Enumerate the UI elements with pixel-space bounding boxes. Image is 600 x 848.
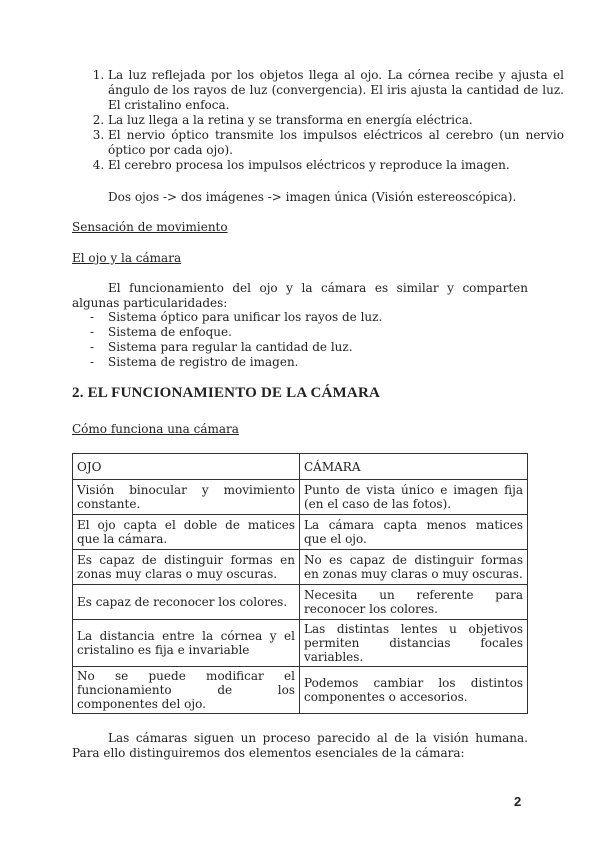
vision-steps-list xyxy=(72,68,564,173)
table-cell: Es capaz de reconocer los colores. xyxy=(73,585,300,620)
list-item xyxy=(72,310,528,325)
heading-how-camera-works: Cómo funciona una cámara xyxy=(72,422,239,436)
dash-bullet: - xyxy=(90,340,95,354)
table-cell: Es capaz de distinguir formas en zonas muy claras o muy oscuras. xyxy=(73,550,300,585)
heading-eye-camera: El ojo y la cámara xyxy=(72,251,182,265)
intro-paragraph: El funcionamiento del ojo y la cámara es similar y comparten algunas particularidades: xyxy=(72,281,528,310)
feature-text: Sistema de registro de imagen. xyxy=(108,355,299,369)
table-cell: No es capaz de distinguir formas en zonas muy claras o muy oscuras. xyxy=(300,550,528,585)
dash-bullet: - xyxy=(90,355,95,369)
table-row xyxy=(73,667,528,714)
column-header-camera: CÁMARA xyxy=(300,454,528,480)
table-cell: No se puede modificar el funcionamiento de los componentes del ojo. xyxy=(73,667,300,714)
list-item: 2. La luz llega a la retina y se transforma en energía eléctrica. xyxy=(108,113,564,128)
list-item: 3. El nervio óptico transmite los impulsos eléctricos al cerebro (un nervio óptico por cada ojo). xyxy=(108,128,564,158)
column-header-eye: OJO xyxy=(73,454,300,480)
table-cell: Necesita un referente para reconocer los colores. xyxy=(300,585,528,620)
dash-bullet: - xyxy=(90,310,95,324)
dash-bullet: - xyxy=(90,325,95,339)
list-item xyxy=(72,325,528,340)
section-title: 2. EL FUNCIONAMIENTO DE LA CÁMARA xyxy=(72,385,381,401)
feature-text: Sistema para regular la cantidad de luz. xyxy=(108,340,353,354)
table-row xyxy=(73,515,528,550)
table-row xyxy=(73,620,528,667)
stereoscopic-summary: Dos ojos -> dos imágenes -> imagen única (Visión estereoscópica). xyxy=(108,190,517,204)
table-cell: La cámara capta menos matices que el ojo. xyxy=(300,515,528,550)
list-item: 1. La luz reflejada por los objetos llega al ojo. La córnea recibe y ajusta el ángulo de los rayos de luz (convergencia). El iris ajusta la cantidad de luz. El cristalino enfoca. xyxy=(108,68,564,113)
table-cell: El ojo capta el doble de matices que la cámara. xyxy=(73,515,300,550)
table-row xyxy=(73,585,528,620)
table-cell: Punto de vista único e imagen fija (en el caso de las fotos). xyxy=(300,480,528,515)
table-cell: Visión binocular y movimiento constante. xyxy=(73,480,300,515)
feature-text: Sistema óptico para unificar los rayos de luz. xyxy=(108,310,383,324)
table-cell: Las distintas lentes u objetivos permiten distancias focales variables. xyxy=(300,620,528,667)
features-list xyxy=(72,310,528,370)
heading-movement: Sensación de movimiento xyxy=(72,220,228,234)
table-cell: La distancia entre la córnea y el cristalino es fija e invariable xyxy=(73,620,300,667)
page-number: 2 xyxy=(514,794,522,809)
list-item: 4. El cerebro procesa los impulsos eléctricos y reproduce la imagen. xyxy=(108,158,564,173)
table-cell: Podemos cambiar los distintos componentes o accesorios. xyxy=(300,667,528,714)
table-row xyxy=(73,480,528,515)
list-item xyxy=(72,340,528,355)
feature-text: Sistema de enfoque. xyxy=(108,325,232,339)
comparison-table xyxy=(72,453,528,714)
closing-paragraph: Las cámaras siguen un proceso parecido al de la visión humana. Para ello distinguiremos dos elementos esenciales de la cámara: xyxy=(72,731,528,760)
table-row xyxy=(73,550,528,585)
table-header-row xyxy=(73,454,528,480)
list-item xyxy=(72,355,528,370)
